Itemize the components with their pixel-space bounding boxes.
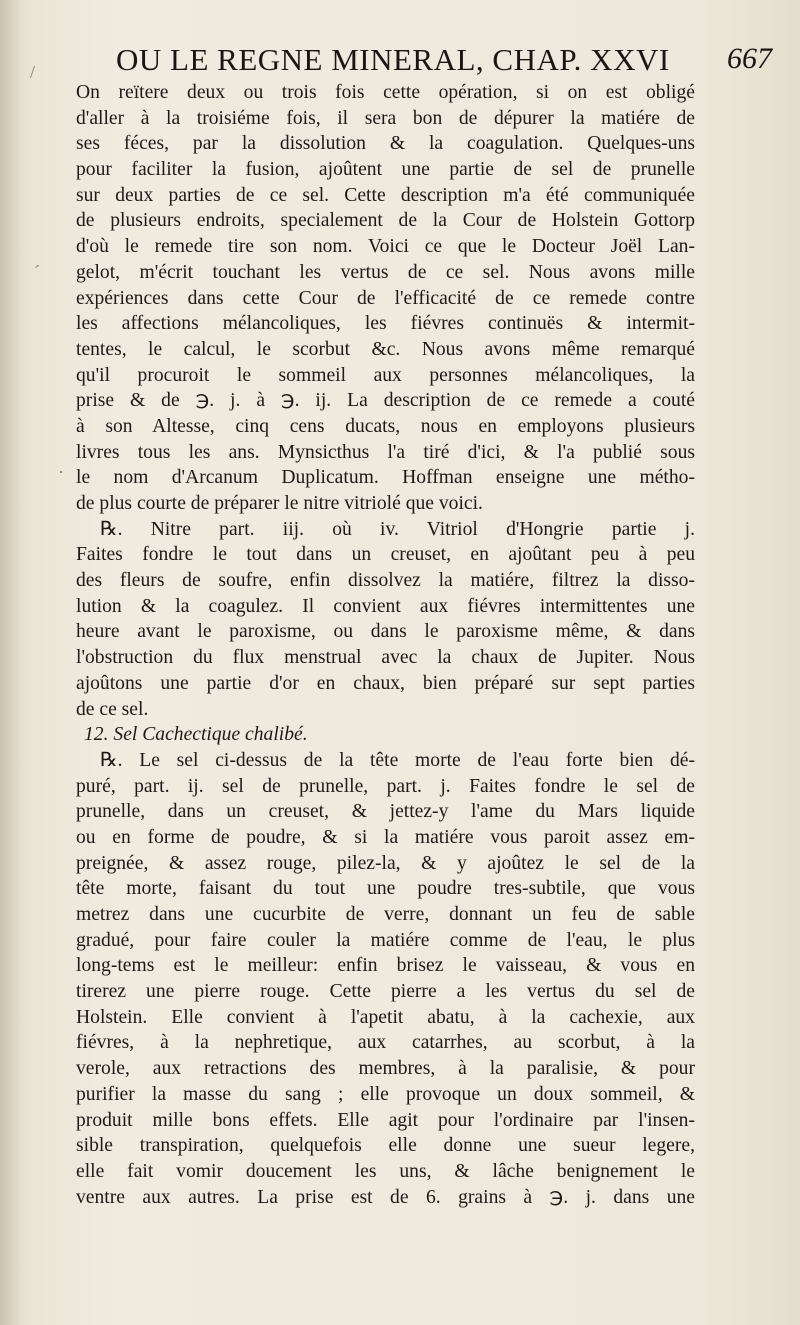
page-number: 667 xyxy=(727,42,772,75)
text-line: de plus courte de préparer le nitre vitriolé que voici. xyxy=(76,493,483,514)
text-line: sible transpiration, quelquefois elle donne une sueur legere, xyxy=(76,1135,695,1157)
text-line: des fleurs de soufre, enfin dissolvez la matiére, filtrez la disso- xyxy=(76,570,695,592)
text-line: ventre aux autres. La prise est de 6. grains à ℈. j. dans une xyxy=(76,1186,695,1208)
running-title: OU LE REGNE MINERAL, CHAP. XXVI xyxy=(116,42,670,77)
text-line: le nom d'Arcanum Duplicatum. Hoffman enseigne une métho- xyxy=(76,467,695,489)
text-line: On reïtere deux ou trois fois cette opération, si on est obligé xyxy=(76,82,695,103)
margin-tick: ´ xyxy=(34,262,40,282)
section-heading: 12. Sel Cachectique chalibé. xyxy=(84,724,308,746)
body-text xyxy=(76,80,695,1210)
text-line: elle fait vomir doucement les uns, & lâche benignement le xyxy=(76,1160,695,1182)
text-line: ajoûtons une partie d'or en chaux, bien préparé sur sept parties xyxy=(76,672,695,694)
recipe-line: ℞. Le sel ci-dessus de la tête morte de l'eau forte bien dé- xyxy=(100,749,695,771)
text-line: qu'il procuroit le sommeil aux personnes mélancoliques, la xyxy=(76,364,695,386)
text-line: expériences dans cette Cour de l'efficacité de ce remede contre xyxy=(76,287,695,309)
text-line: les affections mélancoliques, les fiévres continuës & intermit- xyxy=(76,313,695,335)
text-line: tentes, le calcul, le scorbut &c. Nous avons même remarqué xyxy=(76,338,695,360)
text-line: livres tous les ans. Mynsicthus l'a tiré d'ici, & l'a publié sous xyxy=(76,441,695,463)
text-line: tête morte, faisant du tout une poudre tres-subtile, que vous xyxy=(76,878,695,900)
text-line: preignée, & assez rouge, pilez-la, & y ajoûtez le sel de la xyxy=(76,852,695,874)
text-line: lution & la coagulez. Il convient aux fiévres intermittentes une xyxy=(76,595,695,617)
text-line: ou en forme de poudre, & si la matiére vous paroit assez em- xyxy=(76,826,695,848)
text-line: d'où le remede tire son nom. Voici ce que le Docteur Joël Lan- xyxy=(76,236,695,258)
text-line: fiévres, à la nephretique, aux catarrhes, au scorbut, à la xyxy=(76,1032,695,1054)
text-line: de ce sel. xyxy=(76,698,149,720)
text-line: prunelle, dans un creuset, & jettez-y l'ame du Mars liquide xyxy=(76,801,695,823)
page-header xyxy=(78,42,772,84)
text-line: gradué, pour faire couler la matiére comme de l'eau, le plus xyxy=(76,929,695,951)
text-line: puré, part. ij. sel de prunelle, part. j. Faites fondre le sel de xyxy=(76,775,695,797)
text-line: long-tems est le meilleur: enfin brisez le vaisseau, & vous en xyxy=(76,955,695,977)
text-line: verole, aux retractions des membres, à la paralisie, & pour xyxy=(76,1058,695,1080)
text-line: Faites fondre le tout dans un creuset, en ajoûtant peu à peu xyxy=(76,544,695,566)
margin-tick: · xyxy=(58,462,64,482)
text-line: prise & de ℈. j. à ℈. ij. La description de ce remede a couté xyxy=(76,390,695,412)
text-line: tirerez une pierre rouge. Cette pierre a les vertus du sel de xyxy=(76,981,695,1003)
text-line: d'aller à la troisiéme fois, il sera bon de dépurer la matiére de xyxy=(76,107,695,129)
text-line: l'obstruction du flux menstrual avec la chaux de Jupiter. Nous xyxy=(76,647,695,669)
text-line: pour faciliter la fusion, ajoûtent une partie de sel de prunelle xyxy=(76,159,695,181)
text-line: sur deux parties de ce sel. Cette description m'a été communiquée xyxy=(76,184,695,206)
text-line: ses féces, par la dissolution & la coagulation. Quelques-uns xyxy=(76,133,695,155)
text-line: de plusieurs endroits, specialement de la Cour de Holstein Gottorp xyxy=(76,210,695,232)
text-line: metrez dans une cucurbite de verre, donnant un feu de sable xyxy=(76,904,695,925)
text-line: Holstein. Elle convient à l'apetit abatu, à la cachexie, aux xyxy=(76,1006,695,1028)
margin-tick: / xyxy=(30,62,36,82)
text-line: produit mille bons effets. Elle agit pour l'ordinaire par l'insen- xyxy=(76,1109,695,1131)
text-line: gelot, m'écrit touchant les vertus de ce sel. Nous avons mille xyxy=(76,261,695,283)
text-line: purifier la masse du sang ; elle provoque un doux sommeil, & xyxy=(76,1083,695,1105)
recipe-line: ℞. Nitre part. iij. où iv. Vitriol d'Hongrie partie j. xyxy=(100,518,695,540)
text-line: heure avant le paroxisme, ou dans le paroxisme même, & dans xyxy=(76,621,695,643)
page-gutter-shadow xyxy=(0,0,22,1325)
text-line: à son Altesse, cinq cens ducats, nous en employons plusieurs xyxy=(76,415,695,437)
